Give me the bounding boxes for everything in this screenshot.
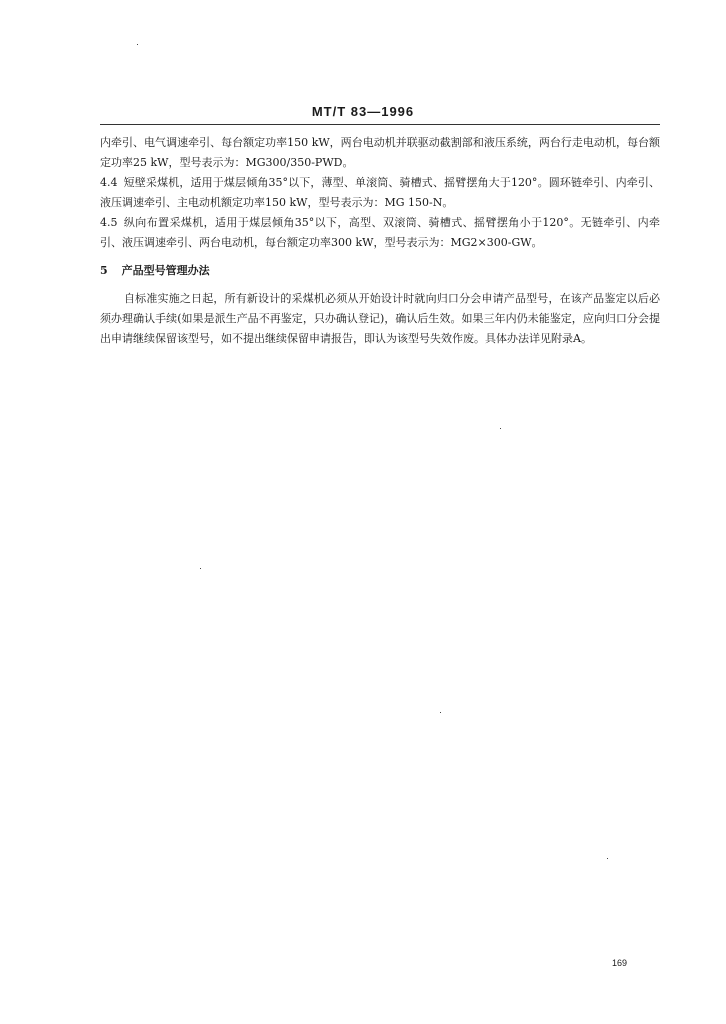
clause-4-5 (100, 213, 660, 253)
scan-speck (137, 44, 138, 45)
scan-speck (500, 428, 501, 429)
section-5-heading (100, 261, 660, 281)
clause-number: 4.5 (100, 216, 118, 229)
clause-text: 短壁采煤机，适用于煤层倾角35°以下，薄型、单滚筒、骑槽式、摇臂摆角大于120°。圆环链牵引、内牵引、液压调速牵引、主电动机额定功率150 kW，型号表示为：MG 150-N。 (100, 176, 660, 209)
continuation-paragraph: 内牵引、电气调速牵引、每台额定功率150 kW，两台电动机并联驱动截割部和液压系统，两台行走电动机，每台额定功率25 kW，型号表示为：MG300/350-PWD。 (100, 136, 660, 169)
clause-text: 纵向布置采煤机，适用于煤层倾角35°以下，高型、双滚筒、骑槽式、摇臂摆角小于120°。无链牵引、内牵引、液压调速牵引、两台电动机，每台额定功率300 kW，型号表示为：MG2×300-GW。 (100, 216, 660, 249)
header-rule (100, 124, 660, 125)
section-number: 5 (100, 264, 108, 277)
page-content (100, 133, 660, 349)
page-header: MT/T 83—1996 (311, 104, 415, 119)
section-5-paragraph: 自标准实施之日起，所有新设计的采煤机必须从开始设计时就向归口分会申请产品型号，在该产品鉴定以后必须办理确认手续(如果是派生产品不再鉴定，只办确认登记)，确认后生效。如果三年内仍未能鉴定，应向归口分会提出申请继续保留该型号，如不提出继续保留申请报告，即认为该型号失效作废。具体办法详见附录A。 (100, 292, 660, 345)
section-title: 产品型号管理办法 (121, 264, 210, 277)
clause-4-4 (100, 173, 660, 213)
clause-number: 4.4 (100, 176, 118, 189)
scan-speck (200, 568, 201, 569)
scan-speck (440, 712, 441, 713)
scan-speck (607, 858, 608, 859)
page-number: 169 (612, 958, 628, 968)
